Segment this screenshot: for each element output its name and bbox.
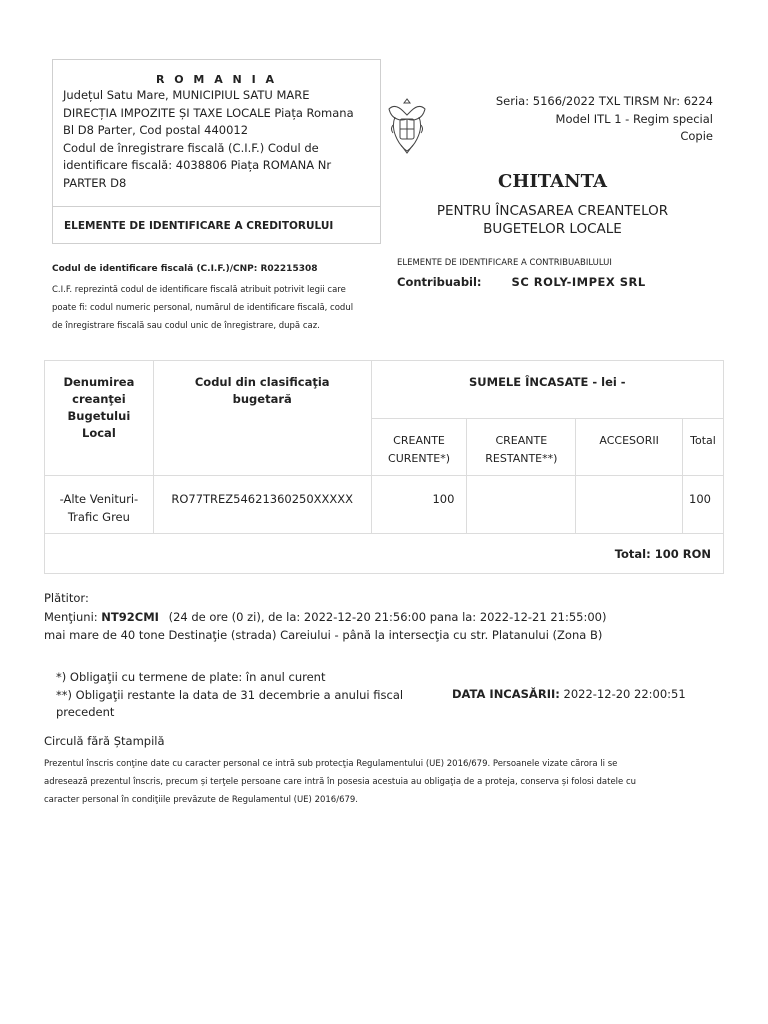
subtitle-line: BUGETELOR LOCALE [483,221,622,237]
data-value: 2022-12-20 22:00:51 [563,687,686,701]
header-restante [467,419,576,476]
mentiuni-text: (24 de ore (0 zi), de la: 2022-12-20 21:56:00 pana la: 2022-12-21 21:55:00) [168,610,607,624]
divider [53,206,380,207]
address-line: Județul Satu Mare, MUNICIPIUL SATU MARE [63,88,310,102]
header-text: CURENTE*) [388,452,451,465]
cif-note-line: de înregistrare fiscală sau codul unic de înregistrare, după caz. [52,321,320,331]
gdpr-line: Prezentul înscris conţine date cu caracter personal ce intră sub protecţia Regulamentului (UE) 2016/679. Persoanele vizate cărora li se [44,759,618,769]
creditor-address [53,87,380,192]
mentiuni-line2: mai mare de 40 tone Destinaţie (strada) Careiului - până la intersecţia cu str. Platanului (Zona B) [44,628,603,642]
header-sume: SUMELE ÎNCASATE - lei - [371,361,723,419]
data-label: DATA INCASĂRII: [452,687,560,701]
data-incasarii [452,687,686,701]
mentiuni-code: NT92CMI [101,610,159,624]
cif-note-line: poate fi: codul numeric personal, numărul de identificare fiscală, codul [52,303,354,313]
address-line: DIRECȚIA IMPOZITE ȘI TAXE LOCALE Piața Romana [63,105,354,120]
mentiuni-label: Menţiuni: [44,610,98,624]
model-label: Model ITL 1 - Regim special [555,111,713,126]
gdpr-line: caracter personal în condiţiile prevăzute de Regulamentul (UE) 2016/679. [44,795,358,805]
header-text: bugetară [232,392,292,406]
header-curente [371,419,467,476]
creditor-section-label: ELEMENTE DE IDENTIFICARE A CREDITORULUI [64,220,334,232]
row-total: 100 [683,476,724,534]
stampila-note: Circulă fără Ștampilă [44,734,165,748]
gdpr-line: adresează prezentul înscris, precum și terţele persoane care intră în posesia acestuia au obligaţia de a proteja, conserva și folosi datele cu [44,777,637,787]
cell-text: Trafic Greu [67,510,130,524]
note-line: precedent [56,705,115,719]
address-line: identificare fiscală: 4038806 Piața ROMANA Nr [63,158,332,172]
grand-total: Total: 100 RON [45,534,724,574]
cif-line: Codul de identificare fiscală (C.I.F.)/CNP: R02215308 [52,264,318,274]
header-text: Local [82,426,116,440]
row-restante [467,476,576,534]
header-text: CREANTE [393,434,445,447]
header-text: Bugetului [67,409,131,423]
document-title: CHITANTA [498,171,607,192]
row-curente: 100 [371,476,467,534]
coat-of-arms-icon [385,95,429,157]
row-accesorii [576,476,683,534]
table-row [45,476,724,534]
obligatii-notes [56,669,403,722]
document-series [496,93,713,146]
row-cod: RO77TREZ54621360250XXXXX [153,476,371,534]
address-line: Codul de înregistrare fiscală (C.I.F.) Codul de [63,140,319,155]
header-accesorii: ACCESORII [576,419,683,476]
note-line: *) Obligaţii cu termene de plate: în anul curent [56,670,326,684]
platitor-label: Plătitor: [44,591,89,605]
header-text: Codul din clasificaţia [194,375,330,389]
cell-text: -Alte Venituri- [59,492,139,506]
cif-note-line: C.I.F. reprezintă codul de identificare fiscală atribuit potrivit legii care [52,285,346,295]
series-number: Seria: 5166/2022 TXL TIRSM Nr: 6224 [495,94,713,108]
address-line: PARTER D8 [63,175,127,190]
contribuabil-section-label: ELEMENTE DE IDENTIFICARE A CONTRIBUABILULUI [397,258,612,268]
contribuabil-row [397,275,646,289]
note-line: **) Obligaţii restante la data de 31 decembrie a anului fiscal [56,687,404,702]
cif-note [52,281,386,335]
payments-table [44,360,724,574]
contribuabil-label: Contribuabil: [397,275,482,289]
header-cod [153,361,371,476]
creditor-box [52,59,381,244]
header-text: CREANTE [495,434,548,447]
mentiuni [44,608,606,644]
address-line: Bl D8 Parter, Cod postal 440012 [63,123,249,137]
header-text: creanţei [72,392,126,406]
subtitle-line: PENTRU ÎNCASAREA CREANTELOR [436,203,669,219]
header-text: RESTANTE**) [485,452,558,465]
header-text: Denumirea [63,375,135,389]
document-subtitle [380,202,725,238]
row-denumire [45,476,154,534]
country-heading: R O M A N I A [155,73,278,86]
contribuabil-name: SC ROLY-IMPEX SRL [511,275,646,289]
copy-label: Copie [680,129,713,143]
header-denumire [45,361,154,476]
gdpr-notice [44,755,724,809]
header-total: Total [683,419,724,476]
